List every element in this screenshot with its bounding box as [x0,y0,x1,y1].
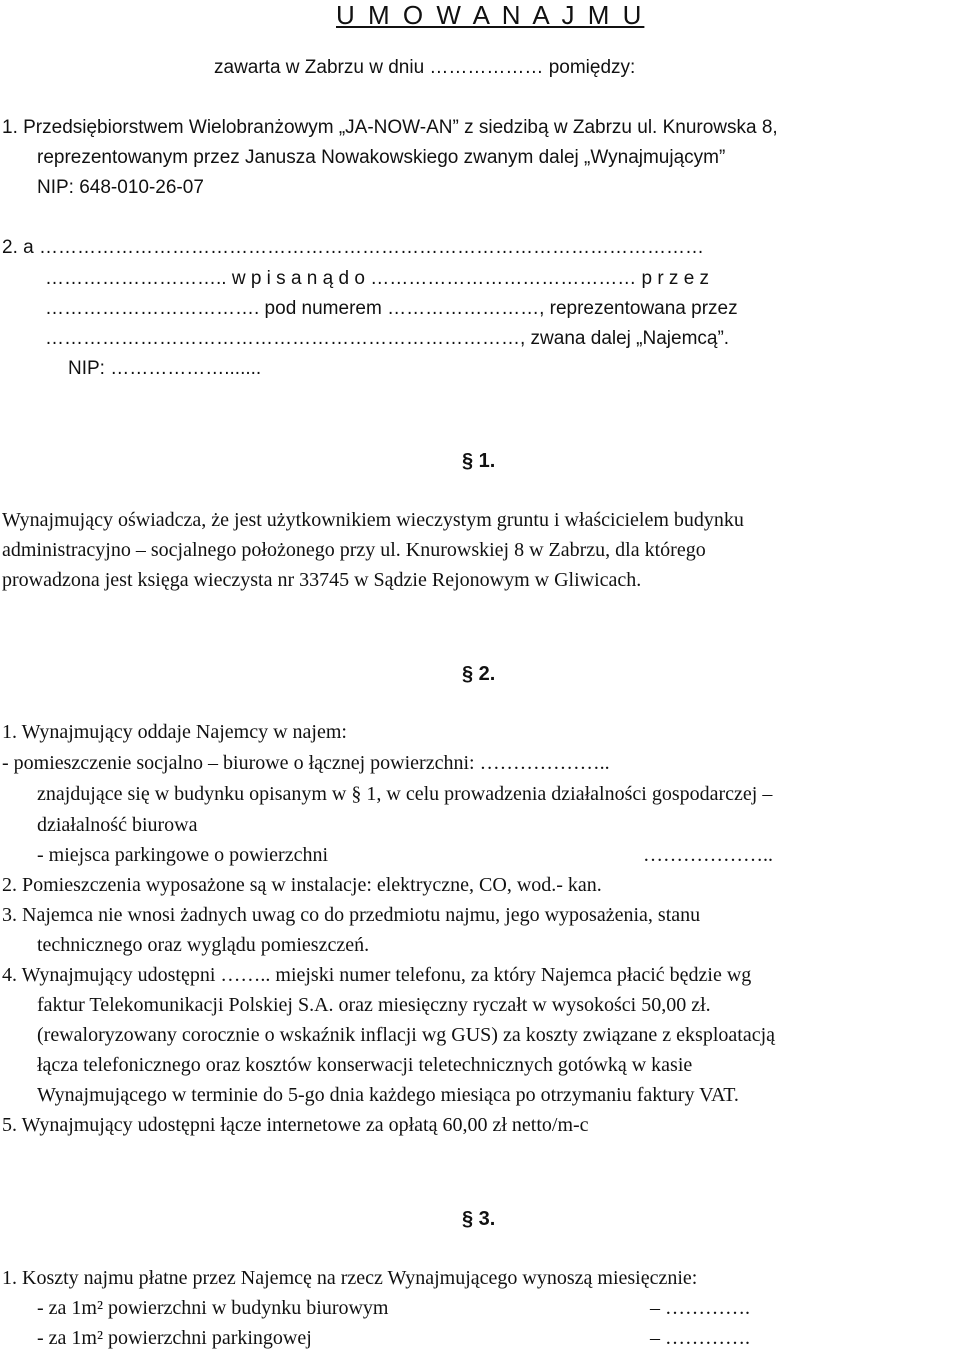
party1-line3: NIP: 648-010-26-07 [37,177,204,198]
section2-item3: 3. Najemca nie wnosi żadnych uwag co do przedmiotu najmu, jego wyposażenia, stanu [2,904,701,926]
section1-line2: administracyjno – socjalnego położonego przy ul. Knurowskiej 8 w Zabrzu, dla którego [2,539,706,561]
section2-item2: 2. Pomieszczenia wyposażone są w instalacje: elektryczne, CO, wod.- kan. [2,874,602,896]
section2-item1-location: znajdujące się w budynku opisanym w § 1, w celu prowadzenia działalności gospodarczej – [37,783,773,805]
document-title: U M O W A N A J M U [336,0,645,30]
section2-item1-purpose: działalność biurowa [37,814,198,836]
section3-office-rate-label: - za 1m² powierzchni w budynku biurowym [37,1297,389,1319]
section2-item1: 1. Wynajmujący oddaje Najemcy w najem: [2,721,347,743]
section2-item1-parking-value: ……………….. [643,844,773,866]
section1-line3: prowadzona jest księga wieczysta nr 33745 w Sądzie Rejonowym w Gliwicach. [2,569,642,591]
section2-item5: 5. Wynajmujący udostępni łącze internetowe za opłatą 60,00 zł netto/m-c [2,1114,589,1136]
section3-parking-rate-value: – …………. [650,1327,750,1349]
section2-item4-cont2: (rewaloryzowany corocznie o wskaźnik inflacji wg GUS) za koszty związane z eksploatacją [37,1024,776,1046]
section3-parking-rate-label: - za 1m² powierzchni parkingowej [37,1327,312,1349]
section2-item4: 4. Wynajmujący udostępni …….. miejski numer telefonu, za który Najemca płacić będzie wg [2,964,752,986]
section2-item3-cont: technicznego oraz wyglądu pomieszczeń. [37,934,370,956]
section1-line1: Wynajmujący oświadcza, że jest użytkownikiem wieczystym gruntu i właścicielem budynku [2,509,744,531]
party2-line2: ……………………….. w p i s a n ą d o …………………………………… p r z e z [45,268,710,289]
section2-item4-cont3: łącza telefonicznego oraz kosztów konserwacji teletechnicznych gotówką w kasie [37,1054,693,1076]
section2-heading: § 2. [462,663,496,685]
party1-line1: 1. Przedsiębiorstwem Wielobranżowym „JA-NOW-AN” z siedzibą w Zabrzu ul. Knurowska 8, [2,117,778,138]
party2-line3: ……………………………. pod numerem ……………………, reprezentowana przez [45,298,738,319]
section3-item1: 1. Koszty najmu płatne przez Najemcę na rzecz Wynajmującego wynoszą miesięcznie: [2,1267,698,1289]
party2-line4: …………………………………………………………………, zwana dalej „Najemcą”. [45,328,730,349]
party1-line2: reprezentowanym przez Janusza Nowakowskiego zwanym dalej „Wynajmującym” [37,147,726,168]
section3-office-rate-value: – …………. [650,1297,750,1319]
party2-nip: NIP: ………………....... [68,358,262,379]
section2-item4-cont4: Wynajmującego w terminie do 5-go dnia każdego miesiąca po otrzymaniu faktury VAT. [37,1084,739,1106]
section3-heading: § 3. [462,1208,496,1230]
section1-heading: § 1. [462,450,496,472]
intro-line: zawarta w Zabrzu w dniu ……………… pomiędzy: [214,57,636,78]
section2-item1-parking-label: - miejsca parkingowe o powierzchni [37,844,329,866]
section2-item4-cont1: faktur Telekomunikacji Polskiej S.A. oraz miesięczny ryczałt w wysokości 50,00 zł. [37,994,711,1016]
section2-item1-office: - pomieszczenie socjalno – biurowe o łącznej powierzchni: ……………….. [2,752,610,774]
party2-line1: 2. a …………………………………………………………………………………………… [2,237,704,258]
